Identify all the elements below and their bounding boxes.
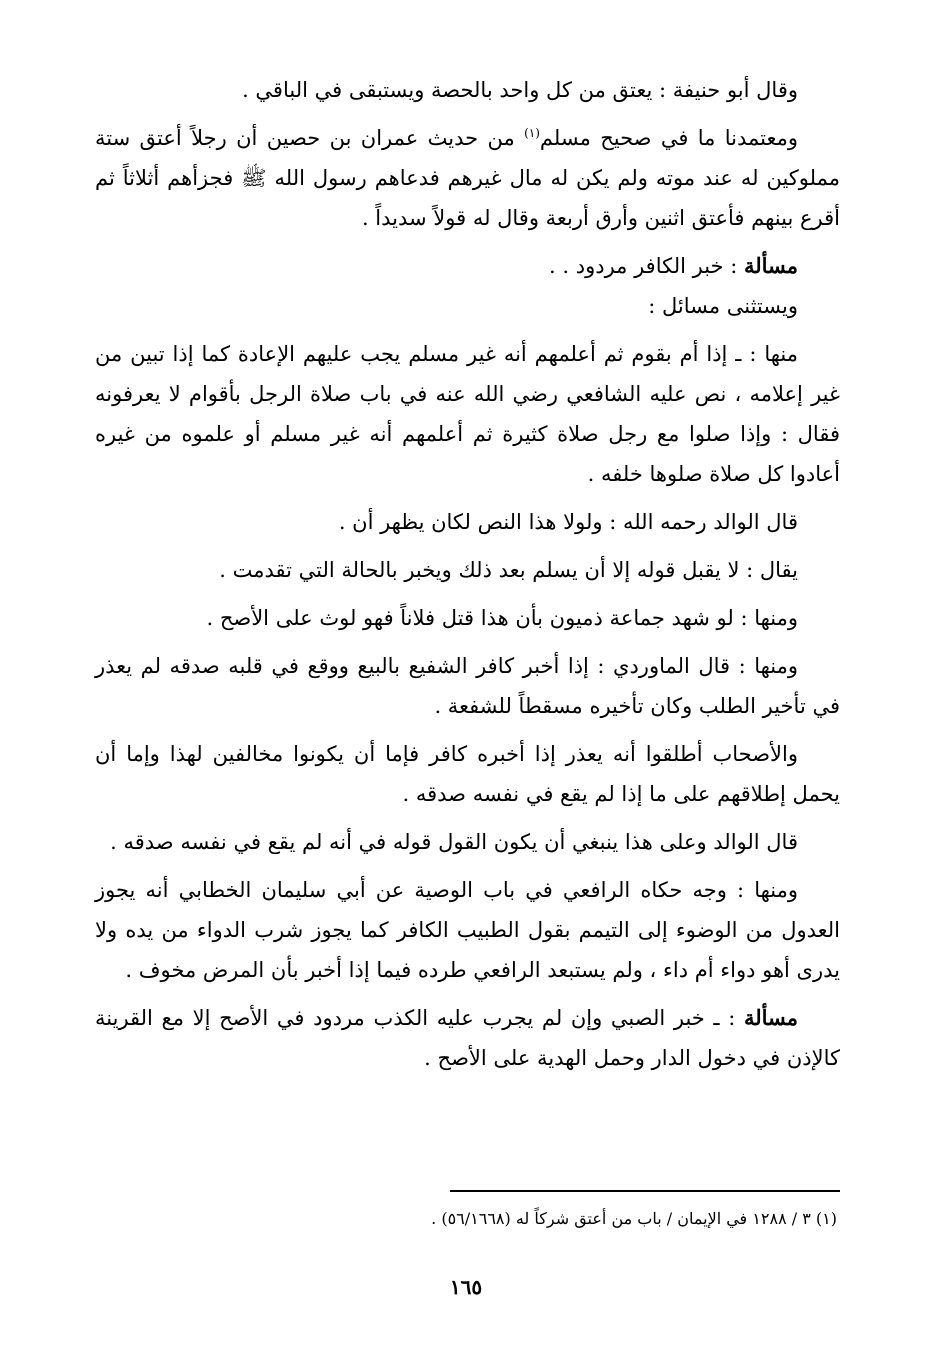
paragraph-walid-qawl (95, 822, 840, 862)
paragraph-rafii (95, 870, 840, 990)
page-body (95, 70, 840, 1086)
footnote: (١) ٣ / ١٢٨٨ في الإيمان / باب من أعتق شركاً له (٥٦/١٦٦٨) . (431, 1209, 837, 1228)
paragraph-exceptions (95, 286, 840, 326)
paragraph-text: من حديث عمران بن حصين أن رجلاً أعتق ستة مملوكين له عند موته ولم يكن له مال غيرهم فدعاهم رسول الله ﷺ فجزأهم أثلاثاً ثم أقرع بينهم فأعتق اثنين وأرق أربعة وقال له قولاً سديداً . (95, 126, 840, 230)
paragraph-imam (95, 334, 840, 494)
paragraph-text: ومنها : لو شهد جماعة ذميون بأن هذا قتل فلاناً فهو لوث على الأصح . (206, 606, 798, 630)
paragraph-yuqal (95, 550, 840, 590)
paragraph-text: : ـ خبر الصبي وإن لم يجرب عليه الكذب مردود في الأصح إلا مع القرينة كالإذن في دخول الدار وحمل الهدية على الأصح . (95, 1006, 840, 1070)
paragraph-text: قال الوالد رحمه الله : ولولا هذا النص لكان يظهر أن . (338, 510, 798, 534)
paragraph-text: ومنها : قال الماوردي : إذا أخبر كافر الشفيع بالبيع ووقع في قلبه صدقه لم يعذر في تأخير الطلب وكان تأخيره مسقطاً للشفعة . (95, 654, 840, 718)
paragraph-text: ومعتمدنا ما في صحيح مسلم (539, 126, 798, 150)
paragraph-dhimmiyun (95, 598, 840, 638)
paragraph-text: ومنها : وجه حكاه الرافعي في باب الوصية عن أبي سليمان الخطابي أنه يجوز العدول من الوضوء إلى التيمم بقول الطبيب الكافر كما يجوز شرب الدواء من يده ولا يدرى أهو دواء أم داء ، ولم يستبعد الرافعي طرده فيما إذا أخبر بأن المرض مخوف . (95, 878, 840, 982)
paragraph-text: ويستثنى مسائل : (648, 294, 798, 318)
paragraph-text: والأصحاب أطلقوا أنه يعذر إذا أخبره كافر فإما أن يكونوا مخالفين لهذا وإما أن يحمل إطلاقهم على ما إذا لم يقع في نفسه صدقه . (95, 742, 840, 806)
paragraph-text: وقال أبو حنيفة : يعتق من كل واحد بالحصة ويستبقى في الباقي . (242, 78, 798, 102)
paragraph-text: منها : ـ إذا أم بقوم ثم أعلمهم أنه غير مسلم يجب عليهم الإعادة كما إذا تبين من غير إعلامه ، نص عليه الشافعي رضي الله عنه في باب صلاة الرجل بأقوام لا يعرفونه فقال : وإذا صلوا مع رجل صلاة كثيرة ثم أعلمهم أنه غير مسلم أو علموه من غيره أعادوا كل صلاة صلوها خلفه . (95, 342, 840, 486)
masala-term: مسألة (743, 253, 798, 278)
footnote-marker[interactable]: (١) (524, 126, 540, 140)
paragraph-muslim-hadith (95, 118, 840, 238)
paragraph-text: يقال : لا يقبل قوله إلا أن يسلم بعد ذلك ويخبر بالحالة التي تقدمت . (219, 558, 798, 582)
masala-term: مسألة (743, 1005, 798, 1030)
paragraph-mawardi (95, 646, 840, 726)
paragraph-walid-nass (95, 502, 840, 542)
paragraph-masala-kafir (95, 246, 840, 286)
paragraph-ashab (95, 734, 840, 814)
paragraph-masala-sabi (95, 998, 840, 1078)
paragraph-abu-hanifa (95, 70, 840, 110)
footnote-divider (450, 1190, 840, 1192)
paragraph-text: قال الوالد وعلى هذا ينبغي أن يكون القول قوله في أنه لم يقع في نفسه صدقه . (110, 830, 798, 854)
page-number: ١٦٥ (449, 1275, 483, 1299)
paragraph-text: : خبر الكافر مردود . . (549, 254, 744, 278)
